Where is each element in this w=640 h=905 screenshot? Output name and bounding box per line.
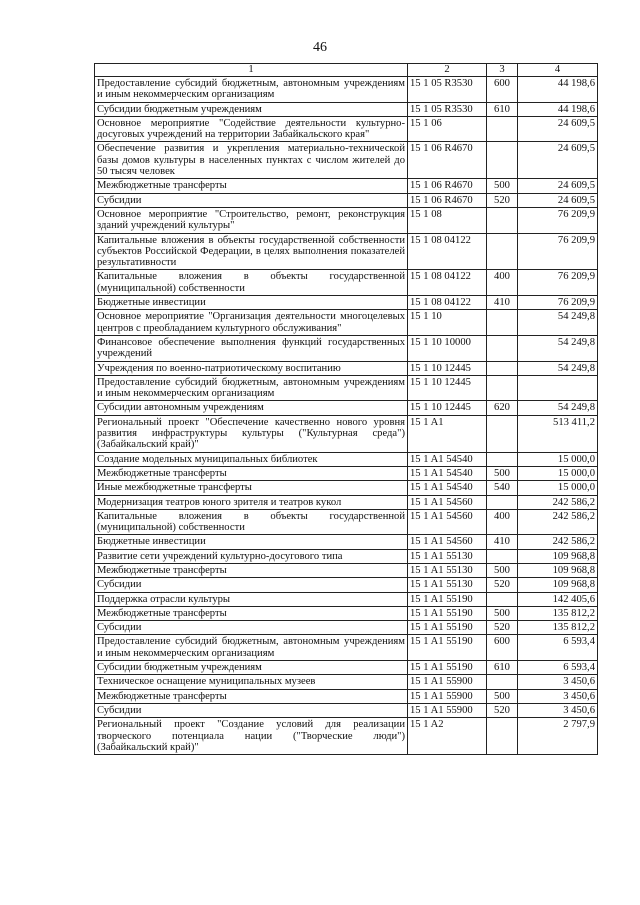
row-expense-type-cell	[487, 361, 518, 375]
row-name-cell: Учреждения по военно-патриотическому воспитанию	[95, 361, 408, 375]
table-row	[95, 549, 598, 563]
table-row	[95, 703, 598, 717]
row-sum-cell: 109 968,8	[518, 578, 598, 592]
row-expense-type-cell	[487, 415, 518, 452]
column-header-code: 2	[408, 64, 487, 77]
row-expense-type-cell: 410	[487, 535, 518, 549]
row-name-cell: Субсидии бюджетным учреждениям	[95, 102, 408, 116]
row-sum-cell: 6 593,4	[518, 661, 598, 675]
row-expense-type-cell	[487, 495, 518, 509]
row-code-cell: 15 1 A1 55190	[408, 635, 487, 661]
row-code-cell: 15 1 08 04122	[408, 296, 487, 310]
row-code-cell: 15 1 A1 55190	[408, 621, 487, 635]
row-sum-cell: 44 198,6	[518, 102, 598, 116]
row-sum-cell: 24 609,5	[518, 142, 598, 179]
row-sum-cell: 135 812,2	[518, 606, 598, 620]
row-name-cell: Основное мероприятие "Организация деятельности многоцелевых центров с преобладанием культурного обслуживания"	[95, 310, 408, 336]
row-expense-type-cell	[487, 675, 518, 689]
row-code-cell: 15 1 06	[408, 116, 487, 142]
row-code-cell: 15 1 A1 54560	[408, 509, 487, 535]
column-header-expense-type: 3	[487, 64, 518, 77]
row-expense-type-cell: 620	[487, 401, 518, 415]
row-code-cell: 15 1 A1 55190	[408, 661, 487, 675]
row-code-cell: 15 1 A1 54540	[408, 452, 487, 466]
row-code-cell: 15 1 06 R4670	[408, 179, 487, 193]
table-row	[95, 661, 598, 675]
row-code-cell: 15 1 A1 55900	[408, 689, 487, 703]
row-code-cell: 15 1 A1 55130	[408, 578, 487, 592]
row-name-cell: Субсидии	[95, 621, 408, 635]
row-code-cell: 15 1 A1 55130	[408, 549, 487, 563]
row-code-cell: 15 1 A1 54560	[408, 495, 487, 509]
row-sum-cell: 109 968,8	[518, 549, 598, 563]
row-sum-cell: 242 586,2	[518, 509, 598, 535]
row-code-cell: 15 1 06 R4670	[408, 142, 487, 179]
row-code-cell: 15 1 A1 54540	[408, 466, 487, 480]
row-code-cell: 15 1 10 12445	[408, 375, 487, 401]
row-expense-type-cell	[487, 207, 518, 233]
table-row	[95, 592, 598, 606]
row-sum-cell: 54 249,8	[518, 335, 598, 361]
row-sum-cell: 76 209,9	[518, 296, 598, 310]
row-name-cell: Поддержка отрасли культуры	[95, 592, 408, 606]
row-expense-type-cell: 500	[487, 466, 518, 480]
row-name-cell: Бюджетные инвестиции	[95, 296, 408, 310]
row-sum-cell	[518, 375, 598, 401]
row-sum-cell: 513 411,2	[518, 415, 598, 452]
row-code-cell: 15 1 A1 55190	[408, 592, 487, 606]
row-code-cell: 15 1 10 12445	[408, 361, 487, 375]
table-row	[95, 193, 598, 207]
table-row	[95, 606, 598, 620]
row-name-cell: Основное мероприятие "Содействие деятельности культурно-досуговых учреждений на территории Забайкальского края"	[95, 116, 408, 142]
table-row	[95, 689, 598, 703]
row-code-cell: 15 1 10 12445	[408, 401, 487, 415]
row-sum-cell: 3 450,6	[518, 703, 598, 717]
row-code-cell: 15 1 A1	[408, 415, 487, 452]
row-expense-type-cell	[487, 452, 518, 466]
row-expense-type-cell: 610	[487, 661, 518, 675]
row-expense-type-cell	[487, 142, 518, 179]
table-row	[95, 621, 598, 635]
table-header-row	[95, 64, 598, 77]
row-code-cell: 15 1 08	[408, 207, 487, 233]
row-name-cell: Субсидии	[95, 193, 408, 207]
row-name-cell: Бюджетные инвестиции	[95, 535, 408, 549]
column-header-sum: 4	[518, 64, 598, 77]
row-sum-cell: 24 609,5	[518, 193, 598, 207]
row-expense-type-cell	[487, 718, 518, 755]
row-code-cell: 15 1 A1 54540	[408, 481, 487, 495]
row-expense-type-cell: 410	[487, 296, 518, 310]
row-name-cell: Субсидии автономным учреждениям	[95, 401, 408, 415]
row-sum-cell: 109 968,8	[518, 563, 598, 577]
budget-table	[94, 63, 598, 755]
row-expense-type-cell: 500	[487, 606, 518, 620]
row-name-cell: Капитальные вложения в объекты государственной собственности субъектов Российской Федерации, в целях выполнения показателей результативности	[95, 233, 408, 270]
row-name-cell: Техническое оснащение муниципальных музеев	[95, 675, 408, 689]
row-code-cell: 15 1 A1 55900	[408, 703, 487, 717]
row-code-cell: 15 1 08 04122	[408, 233, 487, 270]
row-sum-cell: 242 586,2	[518, 535, 598, 549]
table-row	[95, 718, 598, 755]
row-name-cell: Межбюджетные трансферты	[95, 466, 408, 480]
row-sum-cell: 76 209,9	[518, 270, 598, 296]
table-row	[95, 578, 598, 592]
table-row	[95, 116, 598, 142]
row-expense-type-cell: 400	[487, 270, 518, 296]
row-expense-type-cell	[487, 310, 518, 336]
row-sum-cell: 54 249,8	[518, 401, 598, 415]
table-row	[95, 270, 598, 296]
row-name-cell: Межбюджетные трансферты	[95, 606, 408, 620]
row-expense-type-cell: 400	[487, 509, 518, 535]
row-expense-type-cell: 520	[487, 703, 518, 717]
row-sum-cell: 24 609,5	[518, 116, 598, 142]
row-name-cell: Субсидии	[95, 578, 408, 592]
table-row	[95, 207, 598, 233]
row-code-cell: 15 1 A1 55130	[408, 563, 487, 577]
row-name-cell: Предоставление субсидий бюджетным, автономным учреждениям и иным некоммерческим организациям	[95, 375, 408, 401]
table-row	[95, 233, 598, 270]
row-code-cell: 15 1 10 10000	[408, 335, 487, 361]
table-row	[95, 335, 598, 361]
row-sum-cell: 242 586,2	[518, 495, 598, 509]
row-sum-cell: 76 209,9	[518, 207, 598, 233]
row-name-cell: Региональный проект "Создание условий для реализации творческого потенциала нации ("Творческие люди") (Забайкальский край)"	[95, 718, 408, 755]
row-expense-type-cell	[487, 233, 518, 270]
row-sum-cell: 15 000,0	[518, 481, 598, 495]
row-name-cell: Создание модельных муниципальных библиотек	[95, 452, 408, 466]
table-row	[95, 142, 598, 179]
row-expense-type-cell	[487, 375, 518, 401]
row-code-cell: 15 1 05 R3530	[408, 77, 487, 103]
row-name-cell: Основное мероприятие "Строительство, ремонт, реконструкция зданий учреждений культуры"	[95, 207, 408, 233]
row-code-cell: 15 1 A1 55900	[408, 675, 487, 689]
row-name-cell: Иные межбюджетные трансферты	[95, 481, 408, 495]
row-expense-type-cell	[487, 335, 518, 361]
row-name-cell: Межбюджетные трансферты	[95, 689, 408, 703]
row-name-cell: Модернизация театров юного зрителя и театров кукол	[95, 495, 408, 509]
column-header-name: 1	[95, 64, 408, 77]
table-row	[95, 675, 598, 689]
table-row	[95, 635, 598, 661]
row-sum-cell: 54 249,8	[518, 310, 598, 336]
row-expense-type-cell	[487, 549, 518, 563]
table-row	[95, 296, 598, 310]
row-code-cell: 15 1 A2	[408, 718, 487, 755]
row-sum-cell: 135 812,2	[518, 621, 598, 635]
row-code-cell: 15 1 10	[408, 310, 487, 336]
row-code-cell: 15 1 05 R3530	[408, 102, 487, 116]
row-sum-cell: 3 450,6	[518, 689, 598, 703]
row-expense-type-cell: 500	[487, 689, 518, 703]
row-code-cell: 15 1 A1 55190	[408, 606, 487, 620]
table-row	[95, 415, 598, 452]
row-expense-type-cell	[487, 116, 518, 142]
row-sum-cell: 24 609,5	[518, 179, 598, 193]
table-row	[95, 401, 598, 415]
row-expense-type-cell: 500	[487, 179, 518, 193]
table-row	[95, 77, 598, 103]
table-row	[95, 310, 598, 336]
row-code-cell: 15 1 06 R4670	[408, 193, 487, 207]
row-expense-type-cell: 520	[487, 578, 518, 592]
row-name-cell: Межбюджетные трансферты	[95, 179, 408, 193]
row-sum-cell: 76 209,9	[518, 233, 598, 270]
row-name-cell: Обеспечение развития и укрепления материально-технической базы домов культуры в населенных пунктах с числом жителей до 50 тысяч человек	[95, 142, 408, 179]
table-row	[95, 481, 598, 495]
row-code-cell: 15 1 A1 54560	[408, 535, 487, 549]
page-number: 46	[313, 40, 327, 55]
row-expense-type-cell: 520	[487, 193, 518, 207]
row-sum-cell: 15 000,0	[518, 466, 598, 480]
row-name-cell: Предоставление субсидий бюджетным, автономным учреждениям и иным некоммерческим организациям	[95, 77, 408, 103]
row-sum-cell: 6 593,4	[518, 635, 598, 661]
row-sum-cell: 44 198,6	[518, 77, 598, 103]
row-code-cell: 15 1 08 04122	[408, 270, 487, 296]
row-name-cell: Региональный проект "Обеспечение качественно нового уровня развития инфраструктуры культуры ("Культурная среда") (Забайкальский край)"	[95, 415, 408, 452]
table-row	[95, 535, 598, 549]
row-sum-cell: 142 405,6	[518, 592, 598, 606]
row-sum-cell: 3 450,6	[518, 675, 598, 689]
row-name-cell: Капитальные вложения в объекты государственной (муниципальной) собственности	[95, 270, 408, 296]
row-expense-type-cell: 600	[487, 77, 518, 103]
row-expense-type-cell: 540	[487, 481, 518, 495]
table-row	[95, 509, 598, 535]
row-sum-cell: 54 249,8	[518, 361, 598, 375]
table-row	[95, 495, 598, 509]
row-expense-type-cell: 610	[487, 102, 518, 116]
table-row	[95, 179, 598, 193]
row-name-cell: Развитие сети учреждений культурно-досугового типа	[95, 549, 408, 563]
row-name-cell: Межбюджетные трансферты	[95, 563, 408, 577]
row-name-cell: Капитальные вложения в объекты государственной (муниципальной) собственности	[95, 509, 408, 535]
table-row	[95, 361, 598, 375]
table-row	[95, 102, 598, 116]
row-name-cell: Субсидии бюджетным учреждениям	[95, 661, 408, 675]
row-expense-type-cell: 520	[487, 621, 518, 635]
table-row	[95, 375, 598, 401]
row-name-cell: Субсидии	[95, 703, 408, 717]
row-expense-type-cell: 500	[487, 563, 518, 577]
row-expense-type-cell	[487, 592, 518, 606]
table-row	[95, 452, 598, 466]
table-row	[95, 563, 598, 577]
table-row	[95, 466, 598, 480]
row-name-cell: Финансовое обеспечение выполнения функций государственных учреждений	[95, 335, 408, 361]
table-body	[95, 77, 598, 755]
row-expense-type-cell: 600	[487, 635, 518, 661]
row-name-cell: Предоставление субсидий бюджетным, автономным учреждениям и иным некоммерческим организациям	[95, 635, 408, 661]
row-sum-cell: 2 797,9	[518, 718, 598, 755]
row-sum-cell: 15 000,0	[518, 452, 598, 466]
